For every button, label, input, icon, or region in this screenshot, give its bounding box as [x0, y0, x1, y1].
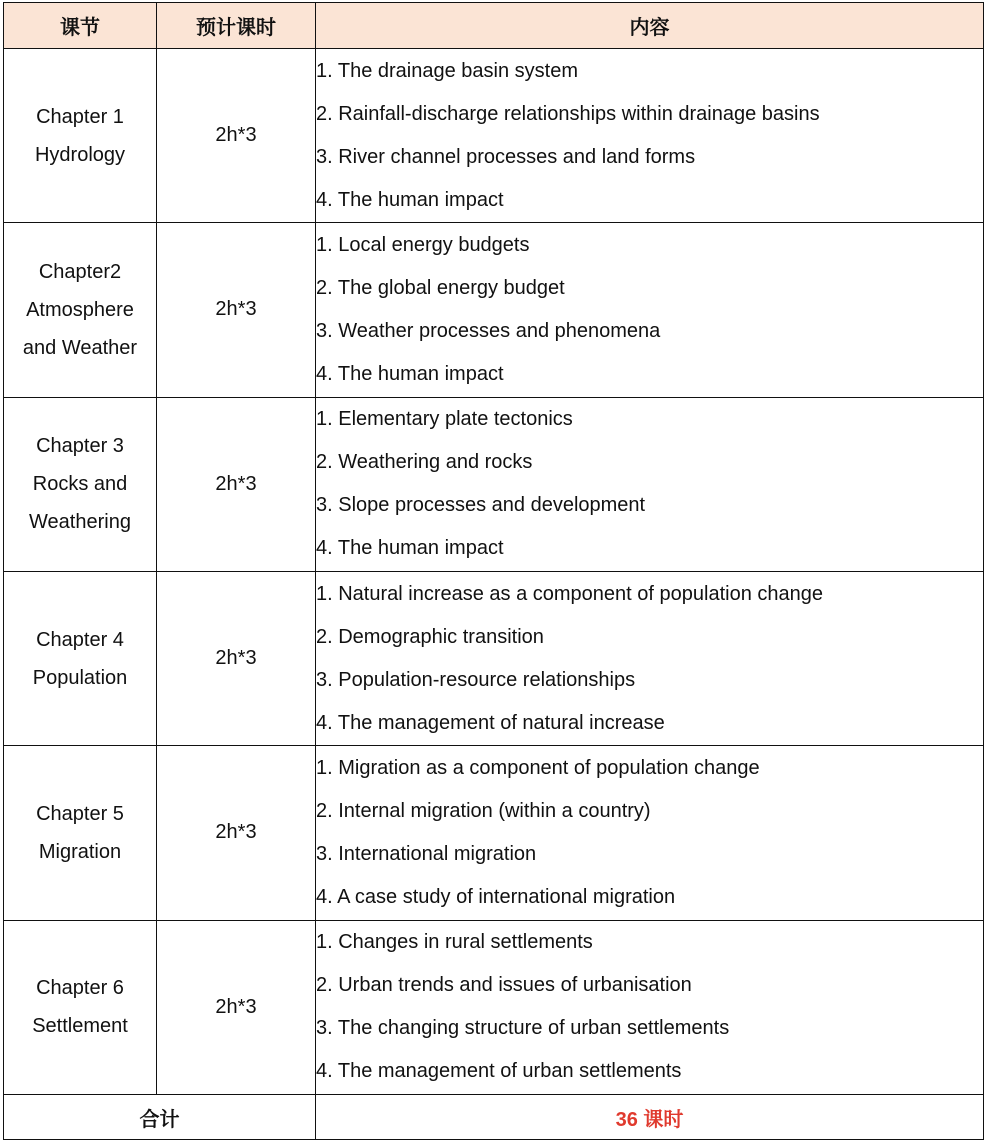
topic-list: [316, 398, 983, 570]
list-item: 2. Demographic transition: [316, 625, 544, 648]
topic-list: [316, 747, 983, 919]
topic-list: [316, 50, 983, 222]
list-item: 1. The drainage basin system: [316, 59, 579, 82]
list-item: 4. The human impact: [316, 188, 504, 211]
topic-list: [316, 921, 983, 1093]
table-row: [4, 397, 984, 571]
total-value: 36 课时: [316, 1095, 984, 1140]
list-item: 1. Changes in rural settlements: [316, 931, 593, 954]
list-item: 3. Slope processes and development: [316, 494, 646, 517]
list-item: 3. Population-resource relationships: [316, 668, 636, 691]
list-item: 3. International migration: [316, 842, 537, 865]
list-item: 1. Elementary plate tectonics: [316, 408, 573, 431]
chapter-content: [316, 920, 984, 1094]
chapter-title: Chapter 3 Rocks and Weathering: [4, 397, 157, 571]
list-item: 4. A case study of international migration: [316, 885, 676, 908]
list-item: 1. Migration as a component of population change: [316, 756, 760, 779]
topic-list: [316, 224, 983, 396]
list-item: 2. Urban trends and issues of urbanisation: [316, 974, 692, 997]
list-item: 4. The human impact: [316, 537, 504, 560]
chapter-hours: 2h*3: [157, 920, 316, 1094]
list-item: 2. The global energy budget: [316, 276, 565, 299]
chapter-title: Chapter2 Atmosphere and Weather: [4, 223, 157, 397]
total-label: 合计: [4, 1095, 316, 1140]
list-item: 3. The changing structure of urban settlements: [316, 1017, 730, 1040]
chapter-rows: [4, 49, 984, 1095]
chapter-content: [316, 397, 984, 571]
chapter-hours: 2h*3: [157, 746, 316, 920]
list-item: 3. Weather processes and phenomena: [316, 319, 661, 342]
chapter-content: [316, 49, 984, 223]
list-item: 4. The human impact: [316, 362, 504, 385]
list-item: 4. The management of natural increase: [316, 711, 665, 734]
chapter-content: [316, 571, 984, 745]
table-row: [4, 746, 984, 920]
table-row: [4, 920, 984, 1094]
header-hours: 预计课时: [157, 3, 316, 49]
chapter-title: Chapter 6 Settlement: [4, 920, 157, 1094]
chapter-title: Chapter 5 Migration: [4, 746, 157, 920]
table-row: [4, 49, 984, 223]
chapter-title: Chapter 4 Population: [4, 571, 157, 745]
table-row: [4, 571, 984, 745]
header-section: 课节: [4, 3, 157, 49]
list-item: 4. The management of urban settlements: [316, 1060, 682, 1083]
list-item: 2. Internal migration (within a country): [316, 799, 651, 822]
chapter-hours: 2h*3: [157, 223, 316, 397]
course-schedule-table: [3, 2, 984, 1140]
chapter-hours: 2h*3: [157, 49, 316, 223]
list-item: 1. Local energy budgets: [316, 233, 530, 256]
list-item: 2. Weathering and rocks: [316, 451, 533, 474]
list-item: 3. River channel processes and land forms: [316, 145, 696, 168]
total-row: [4, 1095, 984, 1140]
chapter-content: [316, 223, 984, 397]
list-item: 2. Rainfall-discharge relationships within drainage basins: [316, 102, 820, 125]
topic-list: [316, 573, 983, 745]
chapter-hours: 2h*3: [157, 397, 316, 571]
table-row: [4, 223, 984, 397]
list-item: 1. Natural increase as a component of population change: [316, 582, 824, 605]
header-content: 内容: [316, 3, 984, 49]
table-header-row: [4, 3, 984, 49]
chapter-title: Chapter 1 Hydrology: [4, 49, 157, 223]
chapter-content: [316, 746, 984, 920]
chapter-hours: 2h*3: [157, 571, 316, 745]
